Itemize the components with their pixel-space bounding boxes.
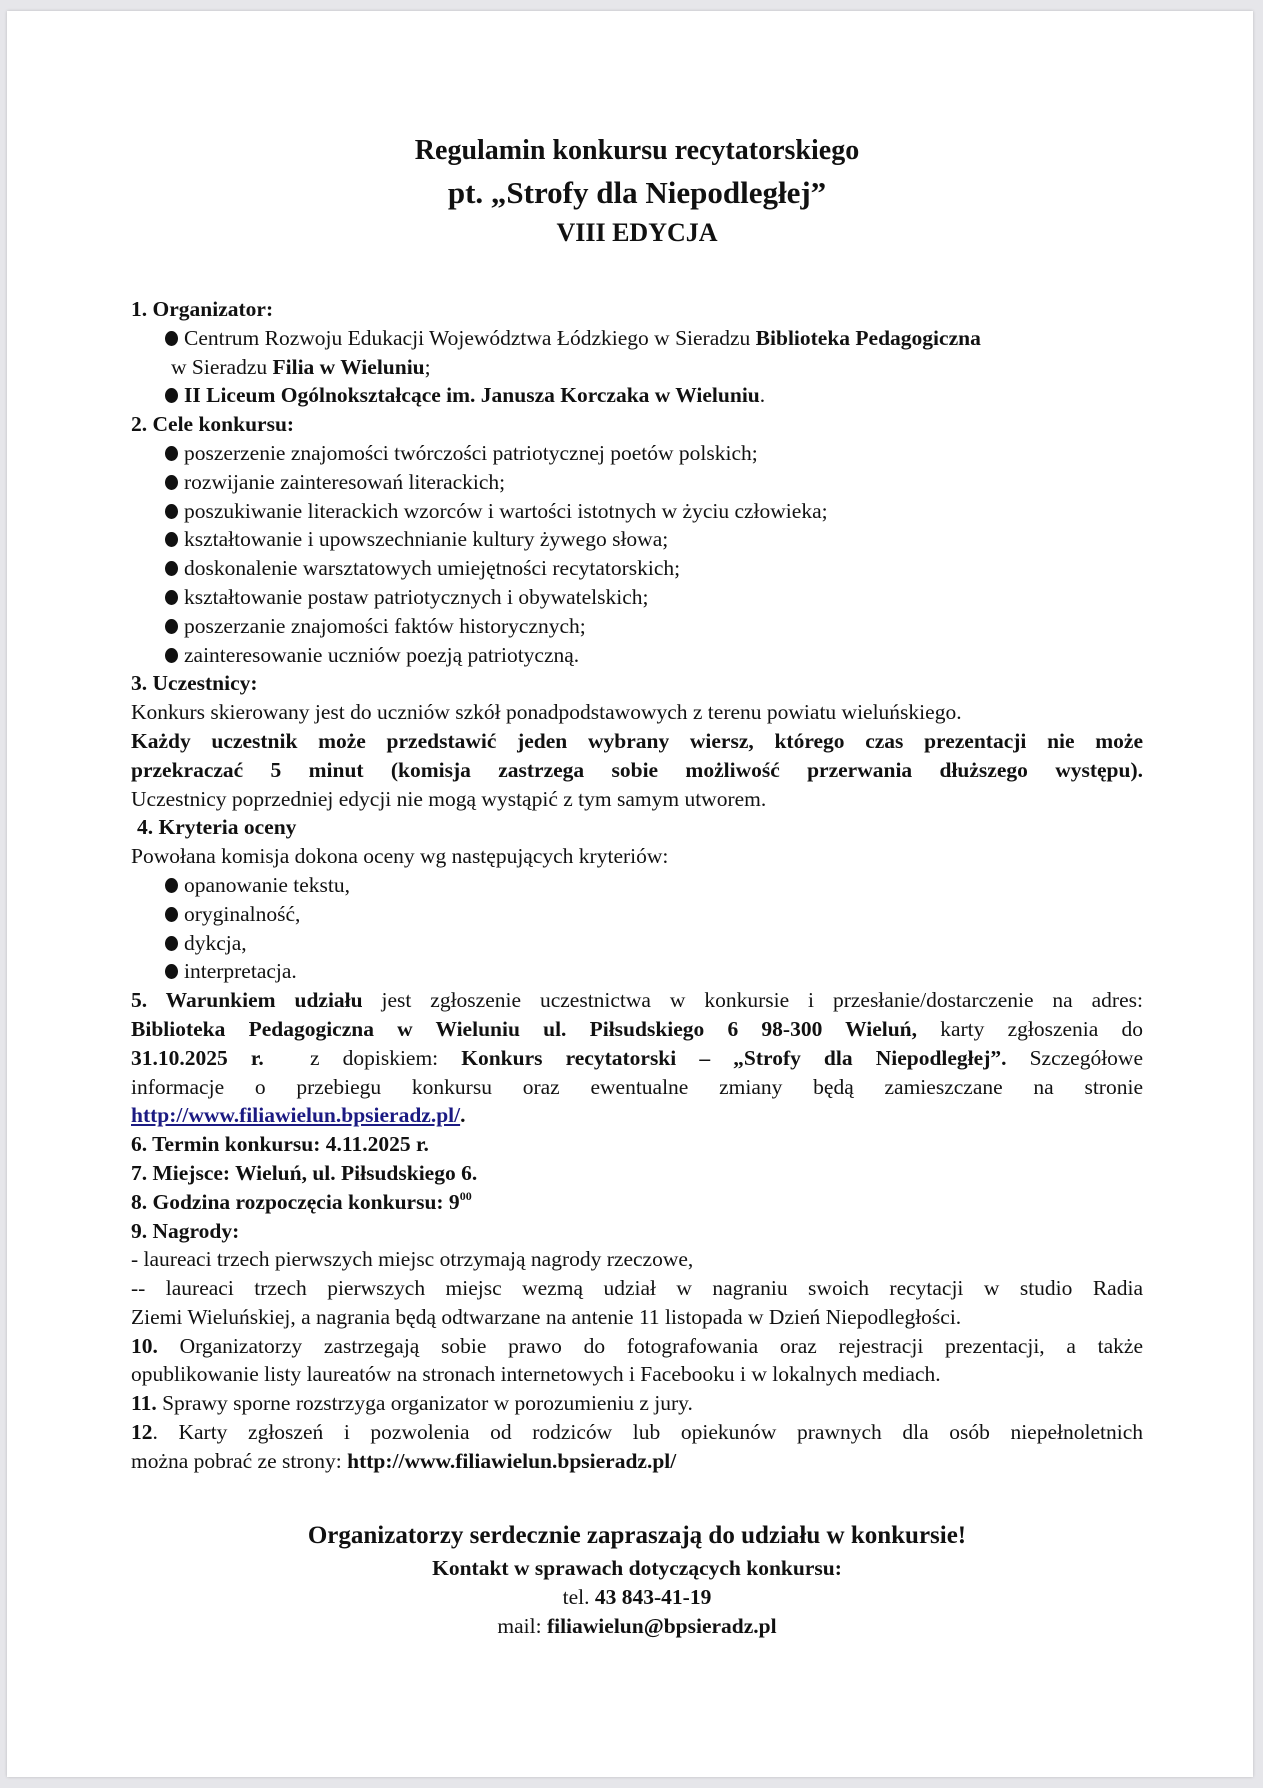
bullet-icon	[165, 561, 178, 576]
section-2-heading: 2. Cele konkursu:	[131, 412, 295, 437]
contact-phone: tel. 43 843-41-19	[562, 1585, 712, 1609]
goal-item: doskonalenie warsztatowych umiejętności recytatorskich;	[131, 554, 1143, 583]
contest-start-time: 8. Godzina rozpoczęcia konkursu: $9^{00}$	[131, 1188, 472, 1214]
title-block	[131, 131, 1143, 251]
criteria-item: interpretacja.	[131, 957, 1143, 986]
bullet-icon	[165, 331, 178, 346]
section-10-line-2: opublikowanie listy laureatów na stronach internetowych i Facebooku i w lokalnych mediach.	[131, 1362, 941, 1387]
section-5-line-4: informacje o przebiegu konkursu oraz ewentualne zmiany będą zamieszczane na stronie	[131, 1074, 1143, 1099]
participants-rule-line-1: Każdy uczestnik może przedstawić jeden wybrany wiersz, którego czas prezentacji nie może	[131, 728, 1143, 753]
goal-item: rozwijanie zainteresowań literackich;	[131, 468, 1143, 497]
bullet-icon	[165, 648, 178, 663]
criteria-item: opanowanie tekstu,	[131, 871, 1143, 900]
bullet-icon	[165, 504, 178, 519]
goal-item: poszukiwanie literackich wzorców i wartości istotnych w życiu człowieka;	[131, 497, 1143, 526]
section-5-line-2: Biblioteka Pedagogiczna w Wieluniu ul. Piłsudskiego 6 98-300 Wieluń, karty zgłoszenia do	[131, 1016, 1143, 1041]
document-page	[7, 11, 1253, 1777]
bullet-icon	[165, 936, 178, 951]
organizer-item-1-continued: w Sieradzu Filia w Wieluniu;	[171, 354, 431, 379]
participants-restriction: Uczestnicy poprzedniej edycji nie mogą wystąpić z tym samym utworem.	[131, 786, 767, 811]
goal-item: kształtowanie postaw patriotycznych i obywatelskich;	[131, 583, 1143, 612]
bullet-icon	[165, 964, 178, 979]
participants-rule-line-2: przekraczać 5 minut (komisja zastrzega sobie możliwość przerwania dłuższego występu).	[131, 757, 1143, 782]
bullet-icon	[165, 619, 178, 634]
edition-label: VIII EDYCJA	[556, 218, 718, 247]
organizer-item-1: Centrum Rozwoju Edukacji Województwa Łódzkiego w Sieradzu Biblioteka Pedagogiczna	[131, 324, 1143, 353]
envelope-label: Konkurs recytatorski – „Strofy dla Niepodległej”.	[461, 1045, 1007, 1070]
section-3-heading: 3. Uczestnicy:	[131, 671, 258, 696]
goal-item: poszerzenie znajomości twórczości patriotycznej poetów polskich;	[131, 439, 1143, 468]
website-link[interactable]: http://www.filiawielun.bpsieradz.pl/	[131, 1103, 461, 1128]
bullet-icon	[165, 878, 178, 893]
bullet-icon	[165, 907, 178, 922]
goal-item: kształtowanie i upowszechnianie kultury żywego słowa;	[131, 525, 1143, 554]
section-10-line-1: 10. Organizatorzy zastrzegają sobie prawo do fotografowania oraz rejestracji prezentacji, a także	[131, 1333, 1143, 1358]
contest-date: 6. Termin konkursu: 4.11.2025 r.	[131, 1132, 429, 1157]
document-title: Regulamin konkursu recytatorskiego	[414, 135, 860, 166]
contact-heading: Kontakt w sprawach dotyczących konkursu:	[432, 1556, 842, 1580]
organizer-item-2: II Liceum Ogólnokształcące im. Janusza Korczaka w Wieluniu.	[131, 381, 1143, 410]
footer-block	[131, 1518, 1143, 1641]
submission-address: Biblioteka Pedagogiczna w Wieluniu ul. Piłsudskiego 6 98-300 Wieluń,	[131, 1016, 918, 1041]
section-1-heading: 1. Organizator:	[131, 297, 274, 321]
prize-line-1: - laureaci trzech pierwszych miejsc otrzymają nagrody rzeczowe,	[131, 1247, 694, 1272]
contest-venue: 7. Miejsce: Wieluń, ul. Piłsudskiego 6.	[131, 1160, 478, 1185]
criteria-item: dykcja,	[131, 929, 1143, 958]
bullet-icon	[165, 590, 178, 605]
criteria-intro: Powołana komisja dokona oceny wg następujących kryteriów:	[131, 844, 669, 869]
section-12-line-1: 12. Karty zgłoszeń i pozwolenia od rodziców lub opiekunów prawnych dla osób niepełnoletnich	[131, 1420, 1143, 1445]
section-5-line-3: 31.10.2025 r. z dopiskiem: Konkurs recytatorski – „Strofy dla Niepodległej”. Szczegółowe	[131, 1045, 1143, 1070]
bullet-icon	[165, 532, 178, 547]
section-9-heading: 9. Nagrody:	[131, 1218, 240, 1243]
contest-name: pt. „Strofy dla Niepodległej”	[447, 175, 827, 210]
section-4-heading: 4. Kryteria oceny	[137, 815, 297, 840]
forms-download-url[interactable]: http://www.filiawielun.bpsieradz.pl/	[347, 1448, 677, 1473]
bullet-icon	[165, 475, 178, 490]
prize-line-2: -- laureaci trzech pierwszych miejsc wezmą udział w nagraniu swoich recytacji w studio Radia	[131, 1276, 1143, 1301]
section-5-line-1: 5. Warunkiem udziału jest zgłoszenie uczestnictwa w konkursie i przesłanie/dostarczenie na adres:	[131, 988, 1143, 1013]
contact-email: mail: filiawielun@bpsieradz.pl	[497, 1614, 777, 1638]
bullet-icon	[165, 446, 178, 461]
goal-item: poszerzanie znajomości faktów historycznych;	[131, 612, 1143, 641]
prize-line-3: Ziemi Wieluńskiej, a nagrania będą odtwarzane na antenie 11 listopada w Dzień Niepodległości.	[131, 1304, 962, 1329]
submission-deadline: 31.10.2025 r.	[131, 1045, 264, 1070]
participants-scope: Konkurs skierowany jest do uczniów szkół ponadpodstawowych z terenu powiatu wieluńskiego.	[131, 700, 962, 725]
section-5-line-5: http://www.filiawielun.bpsieradz.pl/.	[131, 1103, 466, 1128]
criteria-item: oryginalność,	[131, 900, 1143, 929]
regulations-body	[131, 295, 1143, 1476]
section-11: 11. Sprawy sporne rozstrzyga organizator w porozumieniu z jury.	[131, 1391, 693, 1416]
invitation-text: Organizatorzy serdecznie zapraszają do udziału w konkursie!	[307, 1522, 967, 1549]
section-12-line-2: można pobrać ze strony: http://www.filiawielun.bpsieradz.pl/	[131, 1448, 677, 1473]
bullet-icon	[165, 388, 178, 403]
goal-item: zainteresowanie uczniów poezją patriotyczną.	[131, 641, 1143, 670]
